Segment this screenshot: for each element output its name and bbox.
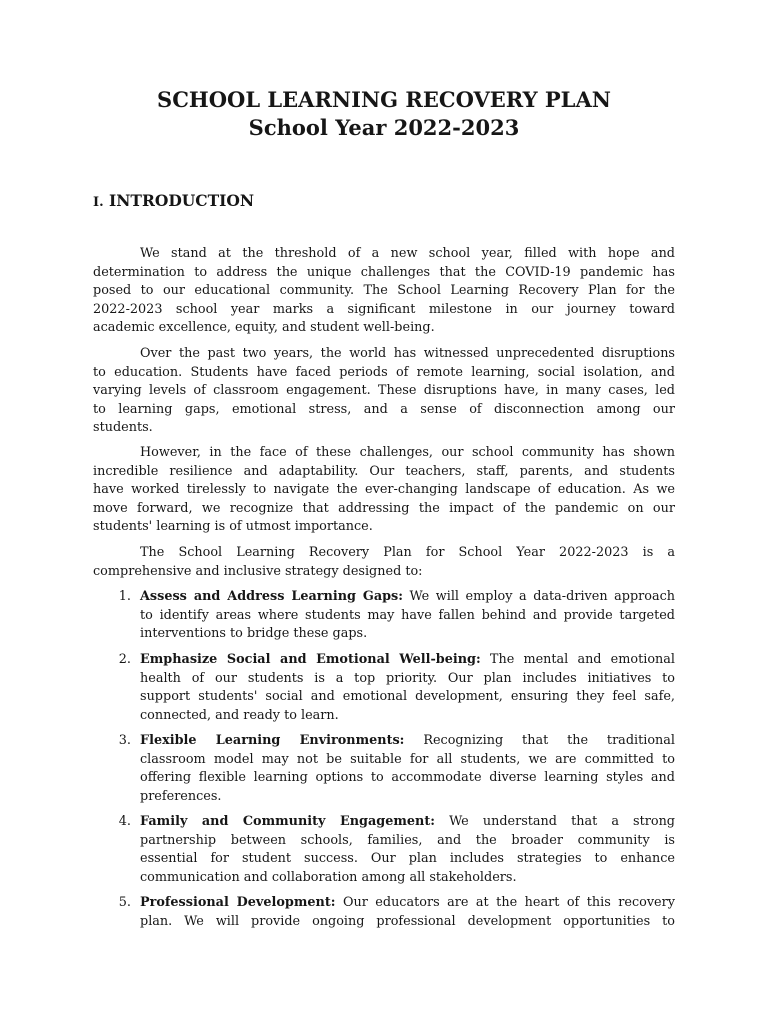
list-item-label: Assess and Address Learning Gaps: [140, 589, 403, 604]
document-title: SCHOOL LEARNING RECOVERY PLAN [157, 87, 611, 112]
list-item-label: Emphasize Social and Emotional Well-being: [140, 652, 481, 667]
text-line: to identify areas where students may have fallen behind and provide targeted [140, 607, 675, 623]
text-line: 2022-2023 school year marks a significant milestone in our journey toward [93, 301, 675, 317]
list-item-text: Our educators are at the heart of this recovery [342, 895, 675, 910]
text-line: move forward, we recognize that addressing the impact of the pandemic on our [93, 500, 675, 516]
text-line: students' learning is of utmost importance. [93, 519, 373, 535]
list-item-number: 4. [118, 814, 131, 829]
text-line: to learning gaps, emotional stress, and a sense of disconnection among our [93, 401, 675, 417]
text-line: incredible resilience and adaptability. Our teachers, staff, parents, and students [93, 463, 675, 479]
list-item [93, 813, 675, 887]
text-line: However, in the face of these challenges, our school community has shown [140, 445, 675, 460]
paragraph [93, 544, 675, 581]
text-line: health of our students is a top priority. Our plan includes initiatives to [140, 670, 675, 686]
text-line: partnership between schools, families, and the broader community is [140, 832, 675, 848]
text-line: interventions to bridge these gaps. [140, 626, 368, 642]
text-line: classroom model may not be suitable for all students, we are committed to [140, 751, 675, 767]
list-item [93, 588, 675, 644]
list-item-number: 1. [118, 589, 131, 604]
paragraph [93, 444, 675, 537]
document-title-block [0, 86, 768, 142]
text-line: connected, and ready to learn. [140, 707, 339, 723]
text-line [140, 813, 675, 832]
list-item [93, 732, 675, 806]
list-item-text: We will employ a data-driven approach [409, 589, 675, 604]
list-item-label: Flexible Learning Environments: [140, 733, 405, 748]
list-item-number: 2. [118, 652, 131, 667]
document-subtitle: School Year 2022-2023 [248, 115, 520, 140]
list-item-label: Family and Community Engagement: [140, 814, 435, 829]
text-line: plan. We will provide ongoing professional development opportunities to [140, 913, 675, 929]
text-line [140, 894, 675, 913]
text-line: students. [93, 420, 153, 436]
text-line: determination to address the unique challenges that the COVID-19 pandemic has [93, 264, 675, 280]
list-item [93, 894, 675, 931]
text-line: comprehensive and inclusive strategy designed to: [93, 563, 423, 579]
list-item-number: 3. [118, 733, 131, 748]
text-line: essential for student success. Our plan includes strategies to enhance [140, 851, 675, 867]
text-line: communication and collaboration among all stakeholders. [140, 869, 517, 885]
text-line: Over the past two years, the world has witnessed unprecedented disruptions [140, 346, 675, 361]
text-line: The School Learning Recovery Plan for School Year 2022-2023 is a [140, 545, 675, 560]
list-item-text: The mental and emotional [489, 652, 675, 667]
text-line: varying levels of classroom engagement. These disruptions have, in many cases, led [93, 383, 675, 399]
text-line: academic excellence, equity, and student well-being. [93, 320, 435, 336]
text-line [140, 651, 675, 670]
list-item-text: Recognizing that the traditional [423, 733, 676, 748]
list-item [93, 651, 675, 725]
text-line: We stand at the threshold of a new school year, filled with hope and [140, 246, 675, 261]
text-line: to education. Students have faced periods of remote learning, social isolation, and [93, 364, 675, 380]
text-line: offering flexible learning options to accommodate diverse learning styles and [140, 770, 675, 786]
text-line: preferences. [140, 788, 222, 804]
text-line [140, 732, 675, 751]
list-item-number: 5. [118, 895, 131, 910]
section-heading [93, 191, 254, 213]
section-numeral: I. [93, 195, 104, 210]
list-item-text: We understand that a strong [449, 814, 675, 829]
text-line [140, 588, 675, 607]
list-item-label: Professional Development: [140, 895, 336, 910]
text-line: posed to our educational community. The School Learning Recovery Plan for the [93, 283, 675, 299]
paragraph [93, 345, 675, 438]
text-line: support students' social and emotional development, ensuring they feel safe, [140, 689, 675, 705]
paragraph [93, 245, 675, 338]
section-title: INTRODUCTION [109, 191, 255, 210]
text-line: have worked tirelessly to navigate the ever-changing landscape of education. As we [93, 482, 675, 498]
